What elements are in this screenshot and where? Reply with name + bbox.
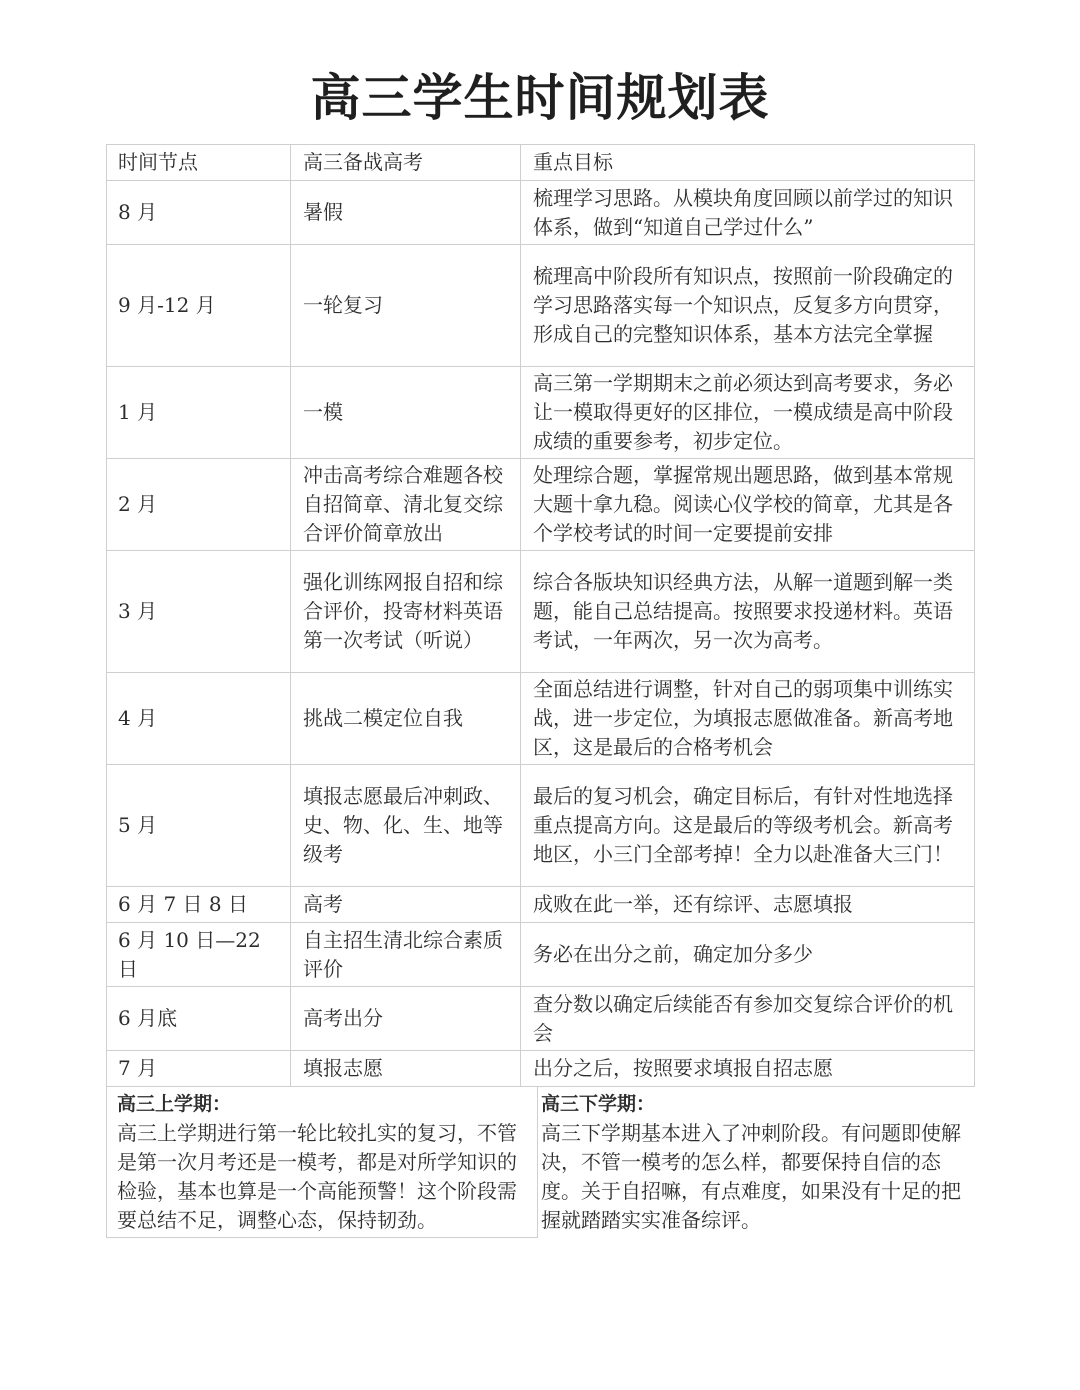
second-term-text: 高三下学期基本进入了冲刺阶段。有问题即使解决，不管一模考的怎么样，都要保持自信的态度。关于自招嘛，有点难度，如果没有十足的把握就踏踏实实准备综评。 xyxy=(541,1121,961,1232)
table-row xyxy=(107,181,975,245)
row-goal: 处理综合题，掌握常规出题思路，做到基本常规大题十拿九稳。阅读心仪学校的简章，尤其是各个学校考试的时间一定要提前安排 xyxy=(521,459,975,551)
header-goal: 重点目标 xyxy=(521,145,975,181)
row-phase: 填报志愿最后冲刺政、史、物、化、生、地等级考 xyxy=(291,765,521,887)
row-time: 6 月底 xyxy=(107,987,291,1051)
row-phase: 冲击高考综合难题各校自招简章、清北复交综合评价简章放出 xyxy=(291,459,521,551)
row-goal: 务必在出分之前，确定加分多少 xyxy=(521,923,975,987)
first-term-heading: 高三上学期： xyxy=(117,1093,232,1115)
table-row xyxy=(107,245,975,367)
row-goal: 成败在此一举，还有综评、志愿填报 xyxy=(521,887,975,923)
table-row xyxy=(107,1051,975,1087)
table-row xyxy=(107,551,975,673)
first-term-note xyxy=(106,1086,538,1238)
row-phase: 一轮复习 xyxy=(291,245,521,367)
row-phase: 强化训练网报自招和综合评价，投寄材料英语第一次考试（听说） xyxy=(291,551,521,673)
row-time: 3 月 xyxy=(107,551,291,673)
row-phase: 暑假 xyxy=(291,181,521,245)
row-time: 7 月 xyxy=(107,1051,291,1087)
row-time: 2 月 xyxy=(107,459,291,551)
header-phase: 高三备战高考 xyxy=(291,145,521,181)
table-row xyxy=(107,923,975,987)
row-time: 8 月 xyxy=(107,181,291,245)
row-time: 1 月 xyxy=(107,367,291,459)
row-goal: 出分之后，按照要求填报自招志愿 xyxy=(521,1051,975,1087)
header-time: 时间节点 xyxy=(107,145,291,181)
table-row xyxy=(107,765,975,887)
row-phase: 一模 xyxy=(291,367,521,459)
row-goal: 全面总结进行调整，针对自己的弱项集中训练实战，进一步定位，为填报志愿做准备。新高考地区，这是最后的合格考机会 xyxy=(521,673,975,765)
first-term-text: 高三上学期进行第一轮比较扎实的复习，不管是第一次月考还是一模考，都是对所学知识的检验，基本也算是一个高能预警！这个阶段需要总结不足，调整心态，保持韧劲。 xyxy=(117,1121,517,1232)
schedule-table xyxy=(106,144,975,1087)
row-goal: 高三第一学期期末之前必须达到高考要求，务必让一模取得更好的区排位，一模成绩是高中阶段成绩的重要参考，初步定位。 xyxy=(521,367,975,459)
row-phase: 自主招生清北综合素质评价 xyxy=(291,923,521,987)
row-time: 6 月 7 日 8 日 xyxy=(107,887,291,923)
second-term-heading: 高三下学期： xyxy=(541,1093,656,1115)
row-goal: 综合各版块知识经典方法，从解一道题到解一类题，能自己总结提高。按照要求投递材料。英语考试，一年两次，另一次为高考。 xyxy=(521,551,975,673)
term-notes xyxy=(106,1086,974,1240)
table-row xyxy=(107,459,975,551)
table-row xyxy=(107,887,975,923)
row-phase: 高考 xyxy=(291,887,521,923)
row-time: 4 月 xyxy=(107,673,291,765)
row-time: 5 月 xyxy=(107,765,291,887)
row-time: 6 月 10 日—22 日 xyxy=(107,923,291,987)
table-row xyxy=(107,673,975,765)
row-goal: 最后的复习机会，确定目标后，有针对性地选择重点提高方向。这是最后的等级考机会。新高考地区，小三门全部考掉！全力以赴准备大三门！ xyxy=(521,765,975,887)
row-phase: 填报志愿 xyxy=(291,1051,521,1087)
table-row xyxy=(107,367,975,459)
row-goal: 梳理学习思路。从模块角度回顾以前学过的知识体系，做到“知道自己学过什么” xyxy=(521,181,975,245)
row-goal: 查分数以确定后续能否有参加交复综合评价的机会 xyxy=(521,987,975,1051)
row-goal: 梳理高中阶段所有知识点，按照前一阶段确定的学习思路落实每一个知识点，反复多方向贯穿，形成自己的完整知识体系，基本方法完全掌握 xyxy=(521,245,975,367)
table-header-row xyxy=(107,145,975,181)
row-phase: 挑战二模定位自我 xyxy=(291,673,521,765)
page-title: 高三学生时间规划表 xyxy=(310,69,770,127)
row-phase: 高考出分 xyxy=(291,987,521,1051)
second-term-note xyxy=(538,1086,974,1238)
row-time: 9 月-12 月 xyxy=(107,245,291,367)
table-row xyxy=(107,987,975,1051)
